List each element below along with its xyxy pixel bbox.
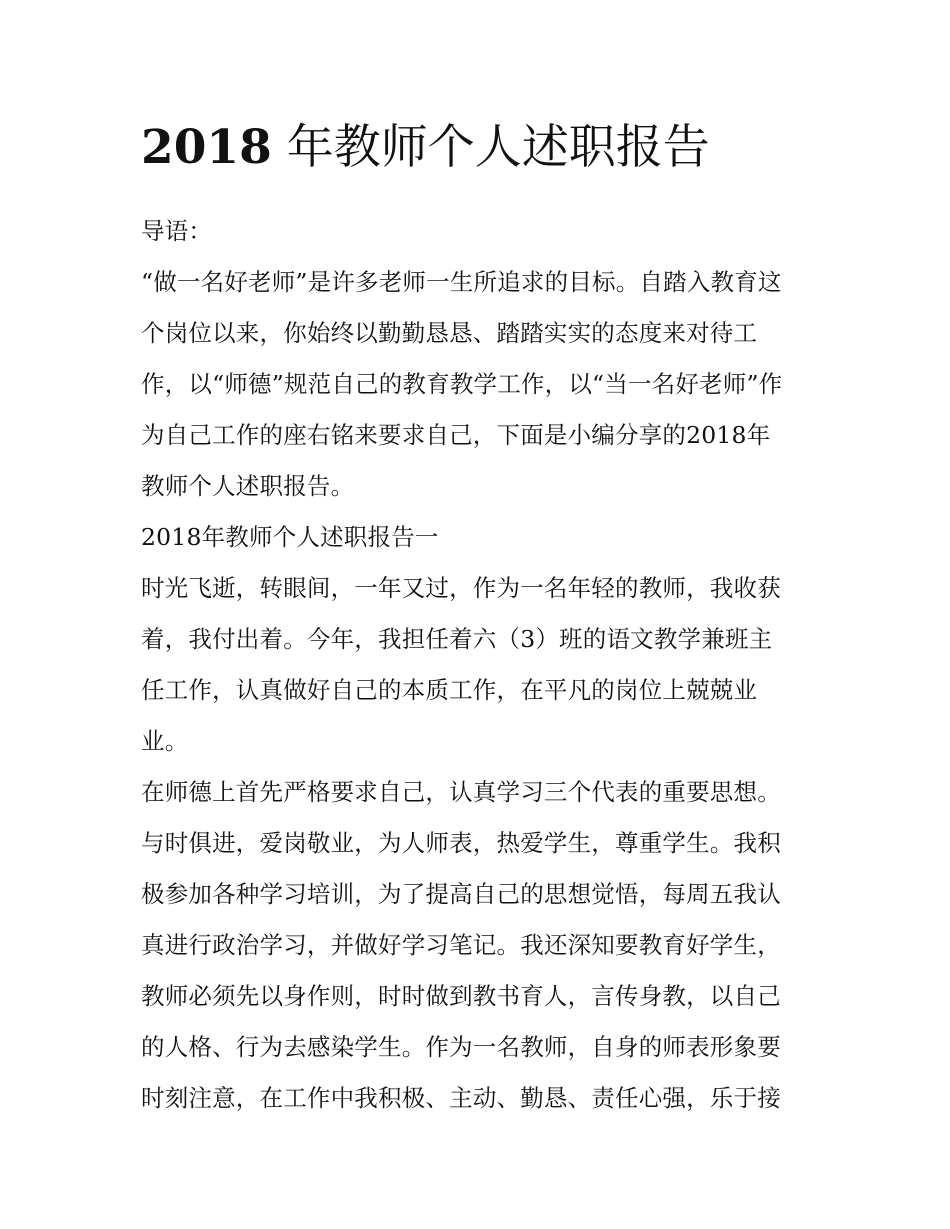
text-line: 真进行政治学习，并做好学习笔记。我还深知要教育好学生， xyxy=(141,931,781,959)
text-line: 作，以“师德”规范自己的教育教学工作，以“当一名好老师”作 xyxy=(141,370,783,398)
text-line: 时刻注意，在工作中我积极、主动、勤恳、责任心强，乐于接 xyxy=(141,1084,781,1112)
text-line: 着，我付出着。今年，我担任着六（3）班的语文教学兼班主 xyxy=(141,625,773,653)
title-text: 年教师个人述职报告 xyxy=(286,120,710,175)
text-line: 的人格、行为去感染学生。作为一名教师，自身的师表形象要 xyxy=(141,1033,781,1061)
title-year: 2018 xyxy=(141,120,272,175)
text-line: 教师个人述职报告。 xyxy=(141,472,355,500)
text-line: 时光飞逝，转眼间，一年又过，作为一名年轻的教师，我收获 xyxy=(141,574,781,602)
document-title xyxy=(141,116,816,180)
document-body xyxy=(141,116,816,1124)
text-line: 任工作，认真做好自己的本质工作，在平凡的岗位上兢兢业 xyxy=(141,676,758,704)
text-line: 与时俱进，爱岗敬业，为人师表，热爱学生，尊重学生。我积 xyxy=(141,829,781,857)
text-line: 教师必须先以身作则，时时做到教书育人，言传身教，以自己 xyxy=(141,982,781,1010)
text-line: 极参加各种学习培训，为了提高自己的思想觉悟，每周五我认 xyxy=(141,880,781,908)
text-line: 为自己工作的座右铭来要求自己，下面是小编分享的2018年 xyxy=(141,421,771,449)
text-line: 个岗位以来，你始终以勤勤恳恳、踏踏实实的态度来对待工 xyxy=(141,319,758,347)
text-line: 业。 xyxy=(141,727,189,755)
section-heading: 2018年教师个人述职报告一 xyxy=(141,523,439,551)
intro-label: 导语： xyxy=(141,217,213,245)
text-line: “做一名好老师”是许多老师一生所追求的目标。自踏入教育这 xyxy=(141,268,782,296)
text-line: 在师德上首先严格要求自己，认真学习三个代表的重要思想。 xyxy=(141,778,781,806)
